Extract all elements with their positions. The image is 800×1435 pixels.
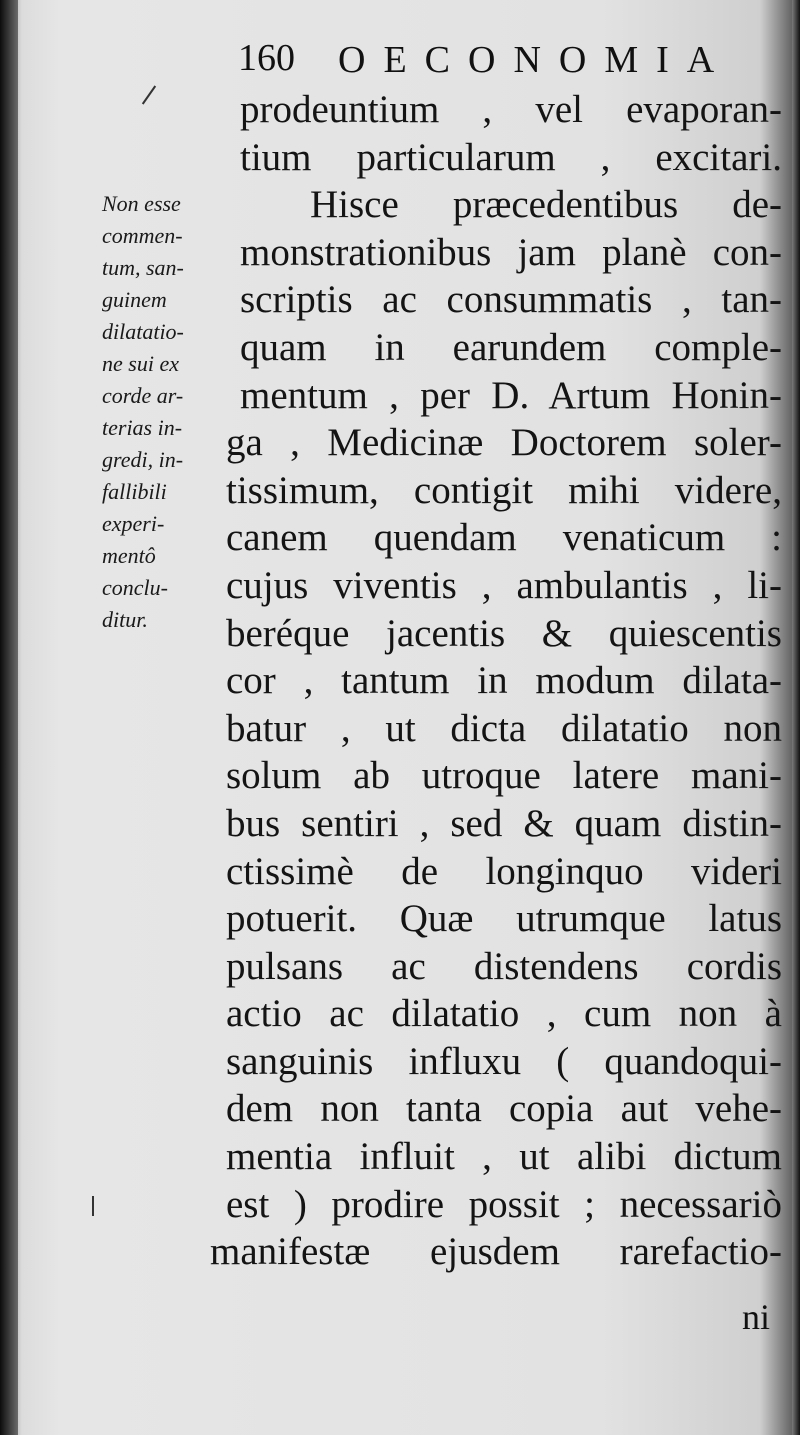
margin-note-line: gredi, in- [102,447,184,472]
text-line: solum ab utroque latere mani- [226,754,782,798]
text-line: bus sentiri , sed & quam distin- [226,801,782,845]
ink-mark [142,85,156,104]
margin-note-line: experi- [102,511,165,536]
text-line: ctissimè de longinquo videri [226,849,782,893]
margin-note-line: conclu- [102,575,168,600]
text-line: scriptis ac consummatis , tan- [240,278,782,322]
margin-note-line: fallibili [102,479,167,504]
text-line: pulsans ac distendens cordis [226,944,782,988]
book-spine-shadow [0,0,18,1435]
text-line: quam in earundem comple- [240,325,782,369]
text-line: beréque jacentis & quiescentis [226,611,782,655]
text-line: batur , ut dicta dilatatio non [226,706,782,750]
margin-note-line: corde ar- [102,383,184,408]
text-line: cor , tantum in modum dilata- [226,659,782,703]
margin-note-line: guinem [102,287,167,312]
page-header [238,36,733,86]
text-line: mentum , per D. Artum Honin- [240,373,782,417]
text-line: dem non tanta copia aut vehe- [226,1087,782,1131]
margin-note-line: dilatatio- [102,319,184,344]
body-text [210,86,782,1276]
margin-note-line: Non esse [102,191,181,216]
text-line: potuerit. Quæ utrumque latus [226,897,782,941]
running-head: OECONOMIA [338,39,733,81]
ink-mark [92,1196,94,1216]
text-line: tissimum, contigit mihi videre, [226,468,782,512]
page-edge-shadow [792,0,800,1435]
page-number: 160 [238,37,295,79]
text-line: tium particularum , excitari. [240,135,782,179]
text-line: est ) prodire possit ; necessariò [226,1182,782,1226]
catchword: ni [742,1297,771,1337]
margin-note-line: tum, san- [102,255,184,280]
margin-note-line: terias in- [102,415,183,440]
text-line: monstrationibus jam planè con- [240,230,782,274]
text-line: sanguinis influxu ( quandoqui- [226,1039,782,1083]
text-line: cujus viventis , ambulantis , li- [226,563,782,607]
margin-note-line: commen- [102,223,183,248]
text-line: mentia influit , ut alibi dictum [226,1135,782,1179]
margin-note-line: ne sui ex [102,351,179,376]
margin-note-line: ditur. [102,607,148,632]
margin-note-line: mentô [102,543,156,568]
text-line: ga , Medicinæ Doctorem soler- [226,421,782,465]
text-line: Hisce præcedentibus de- [310,183,782,227]
text-line: canem quendam venaticum : [226,516,782,560]
text-line: actio ac dilatatio , cum non à [226,992,782,1036]
text-line: manifestæ ejusdem rarefactio- [210,1230,782,1274]
text-line: prodeuntium , vel evaporan- [240,88,782,131]
